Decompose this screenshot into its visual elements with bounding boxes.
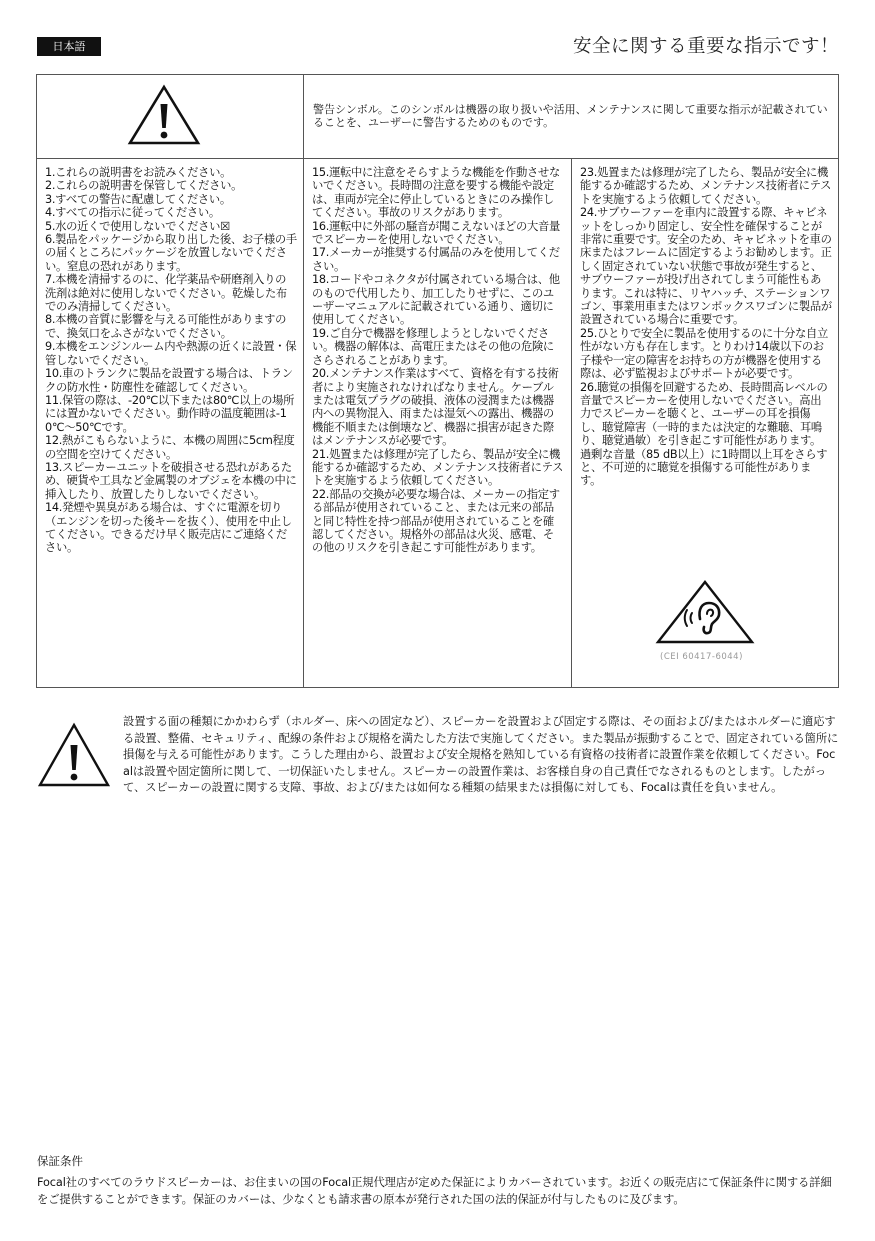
- instruction-item: 19.ご自分で機器を修理しようとしないでください。機器の解体は、高電圧またはその他の危険にさらされることがあります。: [312, 326, 554, 367]
- instruction-item: 13.スピーカーユニットを破損させる恐れがあるため、硬貨や工具など金属製のオブジェを本機の中に挿入したり、放置したりしないでください。: [45, 460, 297, 501]
- instruction-item: 5.水の近くで使用しないでください☒: [45, 219, 230, 233]
- instruction-item: 23.処置または修理が完了したら、製品が安全に機能するか確認するため、メンテナンス技術者にテストを実施するよう依頼してください。: [580, 166, 832, 206]
- instruction-item: 3.すべての警告に配慮してください。: [45, 192, 231, 206]
- installation-warning-text: [37, 714, 840, 797]
- instruction-item: 9.本機をエンジンルーム内や熱源の近くに設置・保管しないでください。: [45, 340, 297, 367]
- warranty-text: Focal社のすべてのラウドスピーカーは、お住まいの国のFocal正規代理店が定めた保証によりカバーされています。お近くの販売店にて保証条件に関する詳細をご提供することができます。保証のカバーは、少なくとも請求書の原本が発行された国の法的保証が付与したものに及びます。: [37, 1176, 832, 1206]
- instruction-item: 24.サブウーファーを車内に設置する際、キャビネットをしっかり固定し、安全性を確保することが非常に重要です。安全のため、キャビネットを車の床またはフレームに固定するようお勧めします。正しく固定されていない状態で事故が発生すると、サブウーファーが投げ出されてしまう可能性もあります。これは特に、リヤハッチ、ステーションワゴン、事業用車またはワンボックスワゴンに製品が設置されている場合に重要です。: [580, 206, 832, 327]
- instruction-item: 10.車のトランクに製品を設置する場合は、トランクの防水性・防塵性を確認してください。: [45, 367, 293, 394]
- instruction-item: 4.すべての指示に従ってください。: [45, 206, 220, 220]
- instruction-item: 18.コードやコネクタが付属されている場合は、他のもので代用したり、加工したりせずに、このユーザーマニュアルに記載されている通り、適切に使用してください。: [312, 273, 560, 327]
- instruction-item: 12.熱がこもらないように、本機の周囲に5cm程度の空間を空けてください。: [45, 434, 295, 461]
- page-title: 安全に関する重要な指示です！: [572, 36, 839, 57]
- instruction-item: 15.運転中に注意をそらすような機能を作動させないでください。長時間の注意を要する機能や設定は、車両が完全に停止しているときにのみ操作してください。事故のリスクがあります。: [312, 166, 561, 220]
- instructions-column-1: [45, 166, 297, 555]
- instructions-column-2: [312, 166, 564, 555]
- instruction-item: 22.部品の交換が必要な場合は、メーカーの指定する部品が使用されていること、または元来の部品と同じ特性を持つ部品が使用されていることを確認してください。規格外の部品は火災、感電、その他のリスクを引き起こす可能性があります。: [312, 487, 560, 555]
- instruction-item: 過剰な音量（85 dB以上）に1時間以上耳をさらすと、不可逆的に聴覚を損傷する可能性があります。: [580, 447, 828, 488]
- instruction-item: 1.これらの説明書をお読みください。: [45, 166, 232, 179]
- instruction-item: 17.メーカーが推奨する付属品のみを使用してください。: [312, 246, 560, 273]
- instruction-item: 16.運転中に外部の騒音が聞こえないほどの大音量でスピーカーを使用しないでください。: [312, 219, 561, 247]
- warning-symbol-description: 警告シンボル。このシンボルは機器の取り扱いや活用、メンテナンスに関して重要な指示が記載されていることを、ユーザーに警告するためのものです。: [313, 103, 828, 129]
- instruction-item: 20.メンテナンス作業はすべて、資格を有する技術者により実施されなければなりません。ケーブルまたは電気プラグの破損、液体の浸潤または機器内への異物混入、雨または湿気への露出、機器の機能不順または倒壊など、機器に損害が起きた際はメンテナンスが必要です。: [312, 367, 559, 448]
- language-tag: 日本語: [37, 37, 101, 56]
- instruction-item: 11.保管の際は、-20℃以下または80℃以上の場所には置かないでください。動作時の温度範囲は-10℃～50℃です。: [45, 393, 295, 434]
- installation-warning-body: 設置する面の種類にかかわらず（ホルダー、床への固定など）、スピーカーを設置および固定する際は、その面および/またはホルダーに適応する設置、整備、セキュリティ、配線の条件および規格を満たした方法で実施してください。また製品が振動することで、固定されている箇所に損傷を与える可能性があります。こうした理由から、設置および安全規格を熟知している有資格の技術者に設置作業を依頼してください。Focalは設置や固定箇所に関して、一切保証いたしません。スピーカーの設置作業は、お客様自身の自己責任でなされるものとします。したがって、スピーカーの設置に関する支障、事故、および/または如何なる種類の結果または損傷に対しても、Focalは責任を負いません。: [123, 715, 839, 795]
- instruction-item: 8.本機の音質に影響を与える可能性がありますので、換気口をふさがないでください。: [45, 313, 287, 340]
- instruction-item: 7.本機を清掃するのに、化学薬品や研磨剤入りの洗剤は絶対に使用しないでください。乾燥した布でのみ清掃してください。: [45, 273, 287, 314]
- instruction-item: 26.聴覚の損傷を回避するため、長時間高レベルの音量でスピーカーを使用しないでください。高出力でスピーカーを聴くと、ユーザーの耳を損傷し、聴覚障害（一時的または決定的な難聴、耳鳴り、聴覚過敏）を引き起こす可能性があります。: [580, 380, 828, 448]
- instructions-column-3: [580, 166, 832, 488]
- table-divider: [36, 158, 839, 159]
- instruction-item: 2.これらの説明書を保管してください。: [45, 179, 243, 193]
- instruction-item: 14.発煙や異臭がある場合は、すぐに電源を切り（エンジンを切った後キーを抜く）、使用を中止してください。できるだけ早く販売店にご連絡ください。: [45, 501, 292, 555]
- instruction-item: 6.製品をパッケージから取り出した後、お子様の手の届くところにパッケージを放置しないでください。窒息の恐れがあります。: [45, 233, 297, 273]
- instruction-item: 21.処置または修理が完了したら、製品が安全に機能するか確認するため、メンテナンス技術者にテストを実施するよう依頼してください。: [312, 447, 564, 488]
- hearing-warning-icon: [654, 579, 756, 649]
- warranty-title: 保証条件: [37, 1154, 83, 1168]
- table-divider: [571, 158, 572, 688]
- table-divider: [303, 74, 304, 688]
- warning-triangle-icon: [127, 84, 201, 150]
- instruction-item: 25.ひとりで安全に製品を使用するのに十分な自立性がない方も存在します。とりわけ14歳以下のお子様や一定の障害をお持ちの方が機器を使用する際は、必ず監視およびサポートが必要です。: [580, 326, 829, 381]
- hearing-icon-caption: (CEI 60417-6044): [660, 652, 743, 662]
